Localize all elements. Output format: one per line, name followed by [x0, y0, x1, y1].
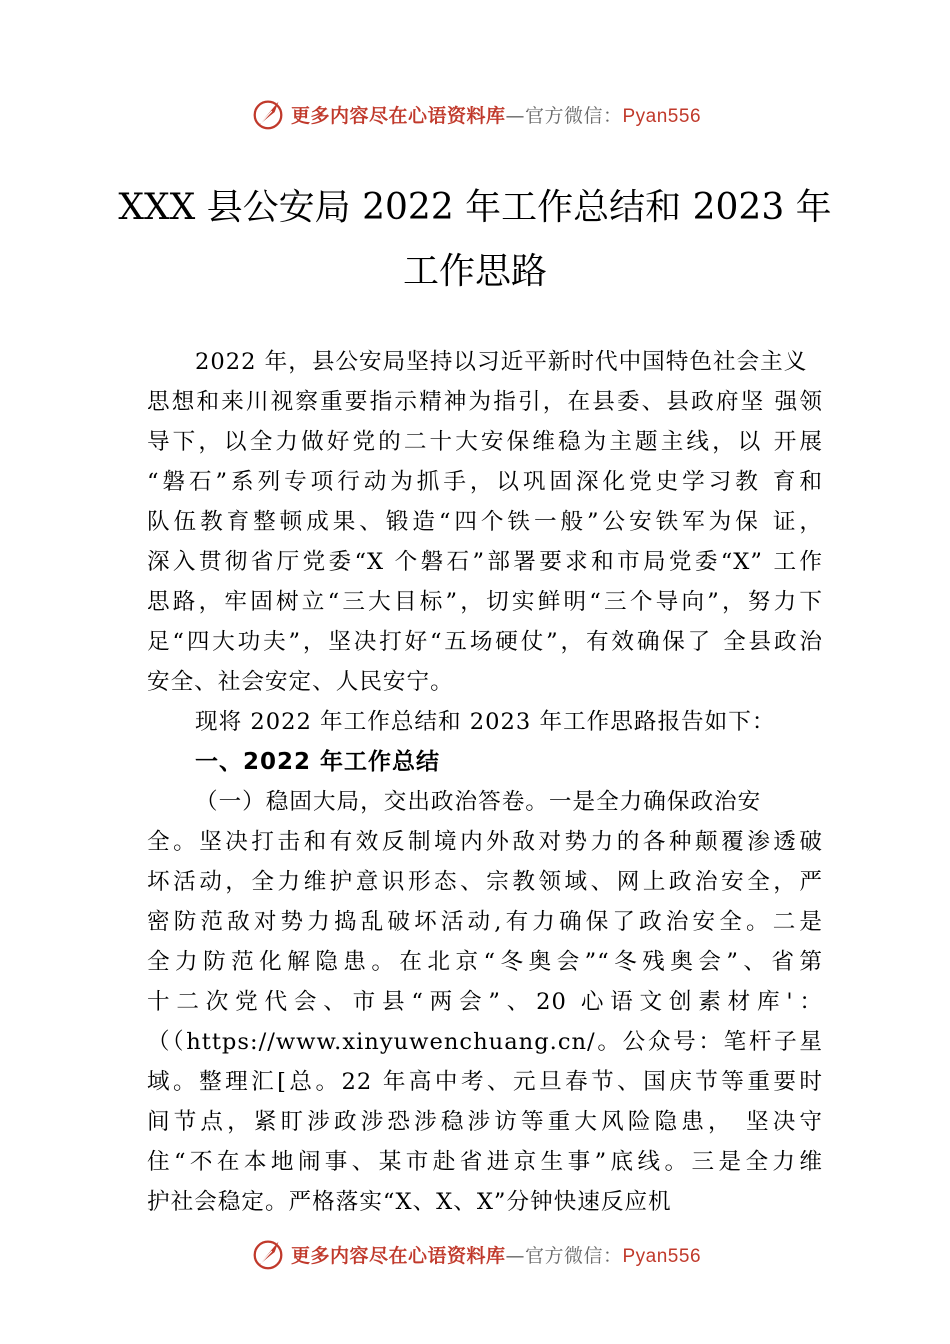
body-line: 思路，牢固树立“三大目标”，切实鲜明“三个导向”，努力下 [147, 589, 823, 615]
body-line: 住“不在本地闹事、某市赴省进京生事”底线。三是全力维 [147, 1149, 823, 1175]
body-line: 十二次党代会、市县“两会”、20 心语文创素材库'： [147, 989, 823, 1015]
body-line: （（https://www.xinyuwenchuang.cn/。公众号：笔杆子星 [147, 1029, 823, 1055]
watermark-brand: 更多内容尽在心语资料库 [290, 1244, 506, 1267]
document-body [147, 342, 823, 1222]
body-line: 队伍教育整顿成果、锻造“四个铁一般”公安铁军为保 证， [147, 509, 823, 535]
title-line-2: 工作思路 [402, 251, 547, 292]
body-line: 全力防范化解隐患。在北京“冬奥会”“冬残奥会”、省第 [147, 949, 823, 975]
body-line: 护社会稳定。严格落实“X、X、X”分钟快速反应机 [147, 1189, 672, 1215]
document-title [0, 176, 950, 304]
watermark-separator: —官方微信： [505, 104, 623, 127]
title-line-1: XXX 县公安局 2022 年工作总结和 2023 年 [118, 187, 832, 228]
section-heading: 一、2022 年工作总结 [195, 749, 441, 775]
watermark-banner-top [0, 92, 950, 136]
watermark-wechat-id: Pyan556 [622, 105, 702, 127]
body-line: 安全、社会安定、人民安宁。 [147, 669, 454, 695]
body-line: 全。坚决打击和有效反制境内外敌对势力的各种颠覆渗透破 [147, 829, 823, 855]
watermark-brand: 更多内容尽在心语资料库 [290, 104, 506, 127]
body-line: 间节点，紧盯涉政涉恐涉稳涉访等重大风险隐患， 坚决守 [147, 1109, 823, 1135]
quill-logo-icon [249, 1235, 287, 1273]
watermark-banner-bottom [0, 1232, 950, 1276]
body-line: 密防范敌对势力捣乱破坏活动,有力确保了政治安全。二是 [147, 909, 823, 935]
quill-logo-icon [249, 95, 287, 133]
body-line: （一）稳固大局，交出政治答卷。一是全力确保政治安 [195, 789, 762, 815]
watermark-wechat-id: Pyan556 [622, 1245, 702, 1267]
body-line: 足“四大功夫”，坚决打好“五场硬仗”，有效确保了 全县政治 [147, 629, 823, 655]
body-line: 深入贯彻省厅党委“X 个磐石”部署要求和市局党委“X” 工作 [147, 549, 823, 575]
body-line: “磐石”系列专项行动为抓手，以巩固深化党史学习教 育和 [147, 469, 823, 495]
body-line: 域。整理汇[总。22 年高中考、元旦春节、国庆节等重要时 [147, 1069, 823, 1095]
body-line: 坏活动，全力维护意识形态、宗教领域、网上政治安全，严 [147, 869, 823, 895]
watermark-separator: —官方微信： [505, 1244, 623, 1267]
body-line: 现将 2022 年工作总结和 2023 年工作思路报告如下： [195, 709, 776, 735]
body-line: 2022 年，县公安局坚持以习近平新时代中国特色社会主义 [195, 349, 808, 375]
body-line: 思想和来川视察重要指示精神为指引，在县委、县政府坚 强领 [147, 389, 823, 415]
body-line: 导下，以全力做好党的二十大安保维稳为主题主线，以 开展 [147, 429, 823, 455]
